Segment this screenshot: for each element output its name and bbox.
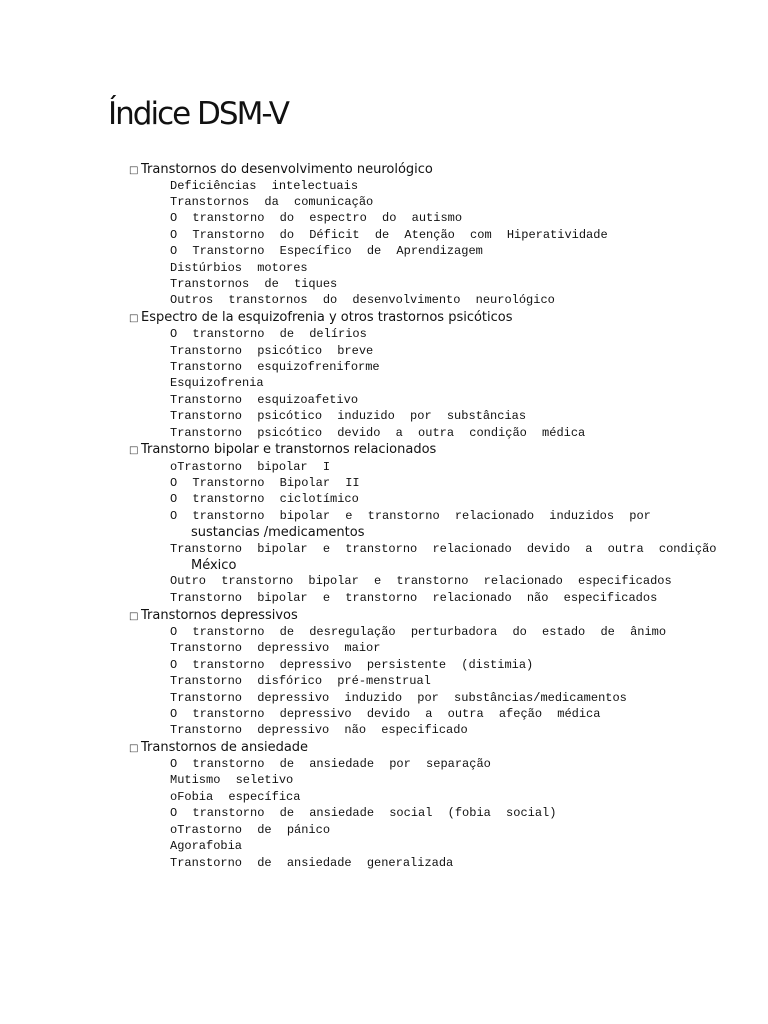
list-item: Transtorno depressivo induzido por substâncias/medicamentos: [170, 691, 627, 705]
list-item: Transtorno depressivo maior: [170, 641, 381, 655]
list-item: O transtorno depressivo persistente (distimia): [170, 658, 534, 672]
checkbox-bullet-icon: □: [129, 165, 139, 176]
list-item: Transtorno bipolar e transtorno relacionado não especificados: [170, 591, 658, 605]
section-heading-text: Transtornos de ansiedade: [141, 740, 309, 755]
list-item: O transtorno do espectro do autismo: [170, 211, 463, 225]
section-heading: [129, 309, 513, 327]
checkbox-bullet-icon: □: [129, 313, 139, 324]
list-item: oTrastorno bipolar I: [170, 460, 331, 474]
list-item: O transtorno de ansiedade por separação: [170, 757, 491, 771]
list-item: oTrastorno de pánico: [170, 823, 331, 837]
list-item: Deficiências intelectuais: [170, 179, 359, 193]
section-heading-text: Transtorno bipolar e transtornos relacionados: [141, 442, 437, 457]
list-item: Agorafobia: [170, 839, 243, 853]
list-item: O transtorno de delírios: [170, 327, 367, 341]
list-item: Transtornos de tiques: [170, 277, 338, 291]
section-heading: [129, 161, 433, 179]
list-item: Transtorno bipolar e transtorno relacionado devido a outra condição: [170, 542, 717, 556]
list-item: O transtorno ciclotímico: [170, 492, 359, 506]
checkbox-bullet-icon: □: [129, 445, 139, 456]
list-item: Distúrbios motores: [170, 261, 308, 275]
list-item: Transtornos da comunicação: [170, 195, 374, 209]
checkbox-bullet-icon: □: [129, 611, 139, 622]
list-item: Mutismo seletivo: [170, 773, 294, 787]
list-item-continuation: sustancias /medicamentos: [191, 525, 365, 540]
list-item: Transtorno de ansiedade generalizada: [170, 856, 454, 870]
list-item: O transtorno bipolar e transtorno relacionado induzidos por: [170, 509, 651, 523]
list-item: Esquizofrenia: [170, 376, 264, 390]
list-item: Transtorno esquizofreniforme: [170, 360, 380, 374]
section-heading: [129, 607, 298, 625]
section-heading-text: Espectro de la esquizofrenia y otros trastornos psicóticos: [141, 310, 513, 325]
list-item: O transtorno depressivo devido a outra afeção médica: [170, 707, 601, 721]
list-item: Transtorno psicótico induzido por substâncias: [170, 409, 527, 423]
list-item: Transtorno disfórico pré-menstrual: [170, 674, 431, 688]
checkbox-bullet-icon: □: [129, 743, 139, 754]
page-title: Índice DSM-V: [108, 96, 288, 132]
section-heading-text: Transtornos depressivos: [141, 608, 298, 623]
section-heading: [129, 739, 308, 757]
section-heading-text: Transtornos do desenvolvimento neurológico: [141, 162, 433, 177]
list-item: Outros transtornos do desenvolvimento neurológico: [170, 293, 555, 307]
list-item: Transtorno psicótico breve: [170, 344, 374, 358]
list-item: O Transtorno Bipolar II: [170, 476, 360, 490]
section-heading: [129, 441, 436, 459]
list-item: Outro transtorno bipolar e transtorno relacionado especificados: [170, 574, 672, 588]
list-item-continuation: México: [191, 558, 237, 573]
list-item: O transtorno de ansiedade social (fobia social): [170, 806, 557, 820]
list-item: Transtorno esquizoafetivo: [170, 393, 359, 407]
list-item: O transtorno de desregulação perturbadora do estado de ânimo: [170, 625, 667, 639]
list-item: oFobia específica: [170, 790, 301, 804]
list-item: O Transtorno Específico de Aprendizagem: [170, 244, 483, 258]
list-item: Transtorno depressivo não especificado: [170, 723, 468, 737]
list-item: O Transtorno do Déficit de Atenção com Hiperatividade: [170, 228, 608, 242]
list-item: Transtorno psicótico devido a outra condição médica: [170, 426, 586, 440]
